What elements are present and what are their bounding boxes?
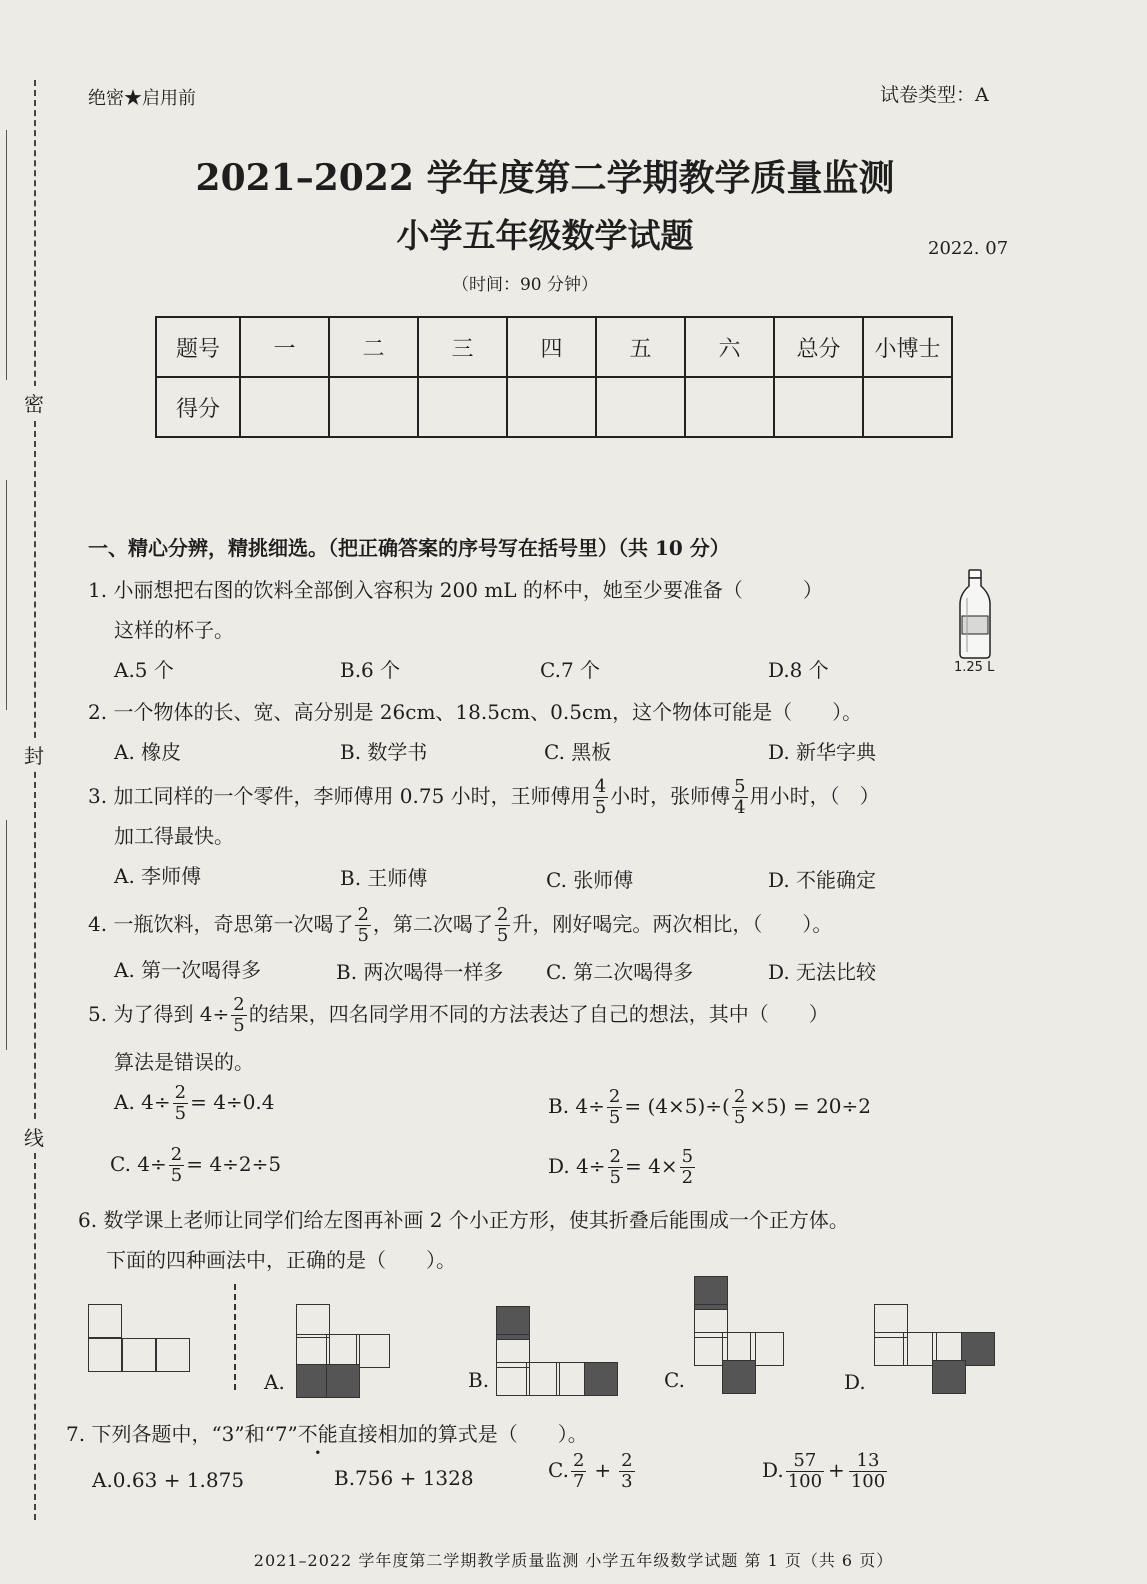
net-square <box>356 1334 390 1368</box>
net-d-figure[interactable] <box>874 1304 994 1394</box>
q5-text-a: 5. 为了得到 4÷ <box>88 1002 230 1026</box>
question-4-text <box>88 906 832 945</box>
q7-option-d[interactable] <box>762 1452 889 1491</box>
net-square <box>526 1362 560 1396</box>
q7-option-a[interactable]: A.0.63 + 1.875 <box>92 1468 245 1492</box>
q4-fraction-1 <box>355 906 370 945</box>
q6-label-d[interactable]: D. <box>844 1370 866 1394</box>
fraction <box>169 1146 184 1185</box>
fraction <box>849 1452 887 1491</box>
table-cell: 题号 <box>156 317 240 377</box>
q2-option-b[interactable]: B. 数学书 <box>340 740 428 764</box>
q3-fraction-2 <box>732 778 747 817</box>
section-heading: 一、精心分辨，精挑细选。（把正确答案的序号写在括号里）（共 10 分） <box>88 536 730 560</box>
score-blank[interactable] <box>596 377 685 437</box>
secret-label: 绝密★启用前 <box>88 88 196 109</box>
score-table-header-row <box>156 317 952 377</box>
exam-subtitle: 小学五年级数学试题 <box>396 216 694 255</box>
score-blank[interactable] <box>774 377 863 437</box>
exam-date: 2022. 07 <box>928 238 1009 259</box>
q2-option-c[interactable]: C. 黑板 <box>544 740 612 764</box>
frac-num: 57 <box>786 1452 824 1472</box>
q4-text-c: 升，刚好喝完。两次相比，（ ）。 <box>512 912 833 936</box>
q3-text-c: 用小时，（ ） <box>749 784 880 808</box>
q5-option-a[interactable] <box>114 1084 275 1123</box>
frac-num: 2 <box>174 1082 187 1103</box>
opt-text: ×5) = 20÷2 <box>749 1094 872 1118</box>
q1-option-b[interactable]: B.6 个 <box>340 658 401 682</box>
net-square <box>326 1334 360 1368</box>
side-mark-xian: 线 <box>24 1120 44 1153</box>
question-6-text-cont: 下面的四种画法中，正确的是（ ）。 <box>106 1248 456 1272</box>
frac-den: 5 <box>170 1165 183 1186</box>
q1-option-a[interactable]: A.5 个 <box>114 658 174 682</box>
q3-option-b[interactable]: B. 王师傅 <box>340 866 428 890</box>
added-square <box>296 1364 330 1398</box>
opt-text: = 4× <box>624 1154 678 1178</box>
q7-text-b: 直接相加的算式是（ ）。 <box>337 1422 588 1446</box>
score-table <box>155 316 953 438</box>
frac-num: 5 <box>681 1146 694 1167</box>
score-blank[interactable] <box>418 377 507 437</box>
table-cell: 总分 <box>774 317 863 377</box>
frac-den: 5 <box>733 1107 746 1128</box>
q4-option-c[interactable]: C. 第二次喝得多 <box>546 960 694 984</box>
frac-den: 5 <box>174 1103 187 1124</box>
frac-num: 2 <box>496 904 509 925</box>
score-blank[interactable] <box>863 377 952 437</box>
score-blank[interactable] <box>507 377 596 437</box>
paper-type-label: 试卷类型：A <box>880 84 989 106</box>
table-cell: 小博士 <box>863 317 952 377</box>
table-cell: 得分 <box>156 377 240 437</box>
binding-dashed-line <box>34 80 36 1520</box>
net-square <box>296 1304 330 1338</box>
question-5-text <box>88 996 829 1035</box>
net-square <box>156 1338 190 1372</box>
frac-num: 2 <box>733 1086 746 1107</box>
figure-divider <box>234 1284 236 1390</box>
q5-option-b[interactable] <box>548 1088 871 1127</box>
score-table-score-row <box>156 377 952 437</box>
frac-den: 5 <box>233 1015 245 1036</box>
frac-den: 4 <box>734 797 746 818</box>
fraction <box>607 1088 622 1127</box>
frac-den: 5 <box>496 925 509 946</box>
q5-text-b: 的结果，四名同学用不同的方法表达了自己的想法，其中（ ） <box>248 1002 829 1026</box>
frac-den: 5 <box>608 1107 621 1128</box>
added-square <box>932 1360 966 1394</box>
opt-text: + <box>594 1458 612 1482</box>
q5-option-d[interactable] <box>548 1148 697 1187</box>
net-square <box>122 1338 156 1372</box>
q2-option-a[interactable]: A. 橡皮 <box>114 740 182 764</box>
net-c-figure[interactable] <box>694 1276 804 1396</box>
score-blank[interactable] <box>329 377 418 437</box>
added-square <box>584 1362 618 1396</box>
opt-text: D. <box>762 1458 784 1482</box>
bottle-volume-label: 1.25 L <box>954 660 995 675</box>
q5-fraction <box>231 996 246 1035</box>
q3-text-b: 小时，张师傅 <box>610 784 731 808</box>
frac-num: 2 <box>608 1086 621 1107</box>
margin-rule <box>6 480 7 710</box>
question-5-text-cont: 算法是错误的。 <box>114 1050 254 1074</box>
frac-num: 2 <box>233 994 245 1015</box>
frac-num: 2 <box>170 1144 183 1165</box>
net-square <box>88 1338 122 1372</box>
q1-option-d[interactable]: D.8 个 <box>768 658 829 682</box>
side-mark-mi: 密 <box>24 386 44 419</box>
question-1-text-cont: 这样的杯子。 <box>114 618 234 642</box>
q1-option-c[interactable]: C.7 个 <box>540 658 601 682</box>
net-square <box>296 1334 330 1368</box>
score-blank[interactable] <box>685 377 774 437</box>
table-cell: 二 <box>329 317 418 377</box>
frac-den: 2 <box>681 1167 694 1188</box>
opt-text: D. 4÷ <box>548 1154 606 1178</box>
q4-option-d[interactable]: D. 无法比较 <box>768 960 877 984</box>
q4-text-a: 4. 一瓶饮料，奇思第一次喝了 <box>88 912 354 936</box>
opt-text: A. 4÷ <box>114 1090 171 1114</box>
table-cell: 五 <box>596 317 685 377</box>
q7-option-c[interactable] <box>548 1452 637 1491</box>
q4-option-a[interactable]: A. 第一次喝得多 <box>114 958 262 982</box>
q6-label-a[interactable]: A. <box>264 1370 285 1394</box>
frac-den: 7 <box>572 1471 585 1492</box>
net-square <box>496 1362 530 1396</box>
q7-option-b[interactable]: B.756 + 1328 <box>334 1466 474 1490</box>
frac-den: 5 <box>594 797 607 818</box>
opt-text: C. <box>548 1458 569 1482</box>
opt-text: B. 4÷ <box>548 1094 605 1118</box>
frac-num: 13 <box>849 1452 887 1472</box>
frac-den: 100 <box>850 1471 886 1492</box>
opt-text: = 4÷0.4 <box>190 1090 275 1114</box>
q6-label-b[interactable]: B. <box>468 1368 490 1392</box>
net-square <box>88 1304 122 1338</box>
fraction <box>571 1452 586 1491</box>
fraction <box>786 1452 824 1491</box>
added-square <box>326 1364 360 1398</box>
net-a-figure[interactable] <box>296 1304 406 1408</box>
opt-text: + <box>828 1458 845 1482</box>
page-footer: 2021–2022 学年度第二学期教学质量监测 小学五年级数学试题 第 1 页（共 6 页） <box>253 1551 894 1570</box>
fraction <box>680 1148 695 1187</box>
side-mark-feng: 封 <box>24 738 44 771</box>
question-6-text: 6. 数学课上老师让同学们给左图再补画 2 个小正方形，使其折叠后能围成一个正方体。 <box>78 1208 849 1232</box>
q4-fraction-2 <box>495 906 510 945</box>
frac-den: 3 <box>621 1471 633 1492</box>
q7-emphasis: 不能 <box>297 1422 338 1446</box>
fraction <box>173 1084 188 1123</box>
frac-num: 2 <box>609 1146 621 1167</box>
question-7-text <box>66 1418 588 1447</box>
q4-option-b[interactable]: B. 两次喝得一样多 <box>336 960 504 984</box>
q7-text-a: 7. 下列各题中，“3”和“7” <box>66 1422 298 1446</box>
q5-option-c[interactable] <box>110 1146 281 1185</box>
added-square <box>961 1332 995 1366</box>
table-cell: 三 <box>418 317 507 377</box>
opt-text: C. 4÷ <box>110 1152 167 1176</box>
q3-fraction-1 <box>593 778 608 817</box>
net-b-figure[interactable] <box>496 1306 616 1390</box>
added-square <box>722 1360 756 1394</box>
fraction <box>619 1452 634 1491</box>
table-cell: 四 <box>507 317 596 377</box>
frac-den: 100 <box>787 1471 823 1492</box>
score-blank[interactable] <box>240 377 329 437</box>
margin-rule <box>6 820 7 1050</box>
frac-num: 4 <box>594 776 607 797</box>
q6-label-c[interactable]: C. <box>664 1368 685 1392</box>
frac-num: 5 <box>734 776 746 797</box>
question-2-text: 2. 一个物体的长、宽、高分别是 26cm、18.5cm、0.5cm，这个物体可能是（ ）。 <box>88 700 863 724</box>
opt-text: = (4×5)÷( <box>624 1094 730 1118</box>
exam-time: （时间：90 分钟） <box>451 275 599 295</box>
table-cell: 六 <box>685 317 774 377</box>
fraction <box>732 1088 747 1127</box>
frac-num: 2 <box>621 1450 633 1471</box>
frac-den: 5 <box>609 1167 621 1188</box>
fraction <box>608 1148 623 1187</box>
q3-text-a: 3. 加工同样的一个零件，李师傅用 0.75 小时，王师傅用 <box>88 784 591 808</box>
q4-text-b: ，第二次喝了 <box>372 912 493 936</box>
question-3-text <box>88 778 880 817</box>
frac-den: 5 <box>357 925 369 946</box>
q3-option-a[interactable]: A. 李师傅 <box>114 864 202 888</box>
q2-option-d[interactable]: D. 新华字典 <box>768 740 877 764</box>
opt-text: = 4÷2÷5 <box>186 1152 282 1176</box>
bottle-icon <box>952 568 998 660</box>
frac-num: 2 <box>357 904 369 925</box>
exam-title: 2021–2022 学年度第二学期教学质量监测 <box>195 157 895 199</box>
table-cell: 一 <box>240 317 329 377</box>
q3-option-c[interactable]: C. 张师傅 <box>546 868 634 892</box>
original-net-figure <box>88 1304 198 1374</box>
question-3-text-cont: 加工得最快。 <box>114 824 234 848</box>
frac-num: 2 <box>572 1450 585 1471</box>
q3-option-d[interactable]: D. 不能确定 <box>768 868 877 892</box>
question-1-text: 1. 小丽想把右图的饮料全部倒入容积为 200 mL 的杯中，她至少要准备（ ） <box>88 578 823 602</box>
